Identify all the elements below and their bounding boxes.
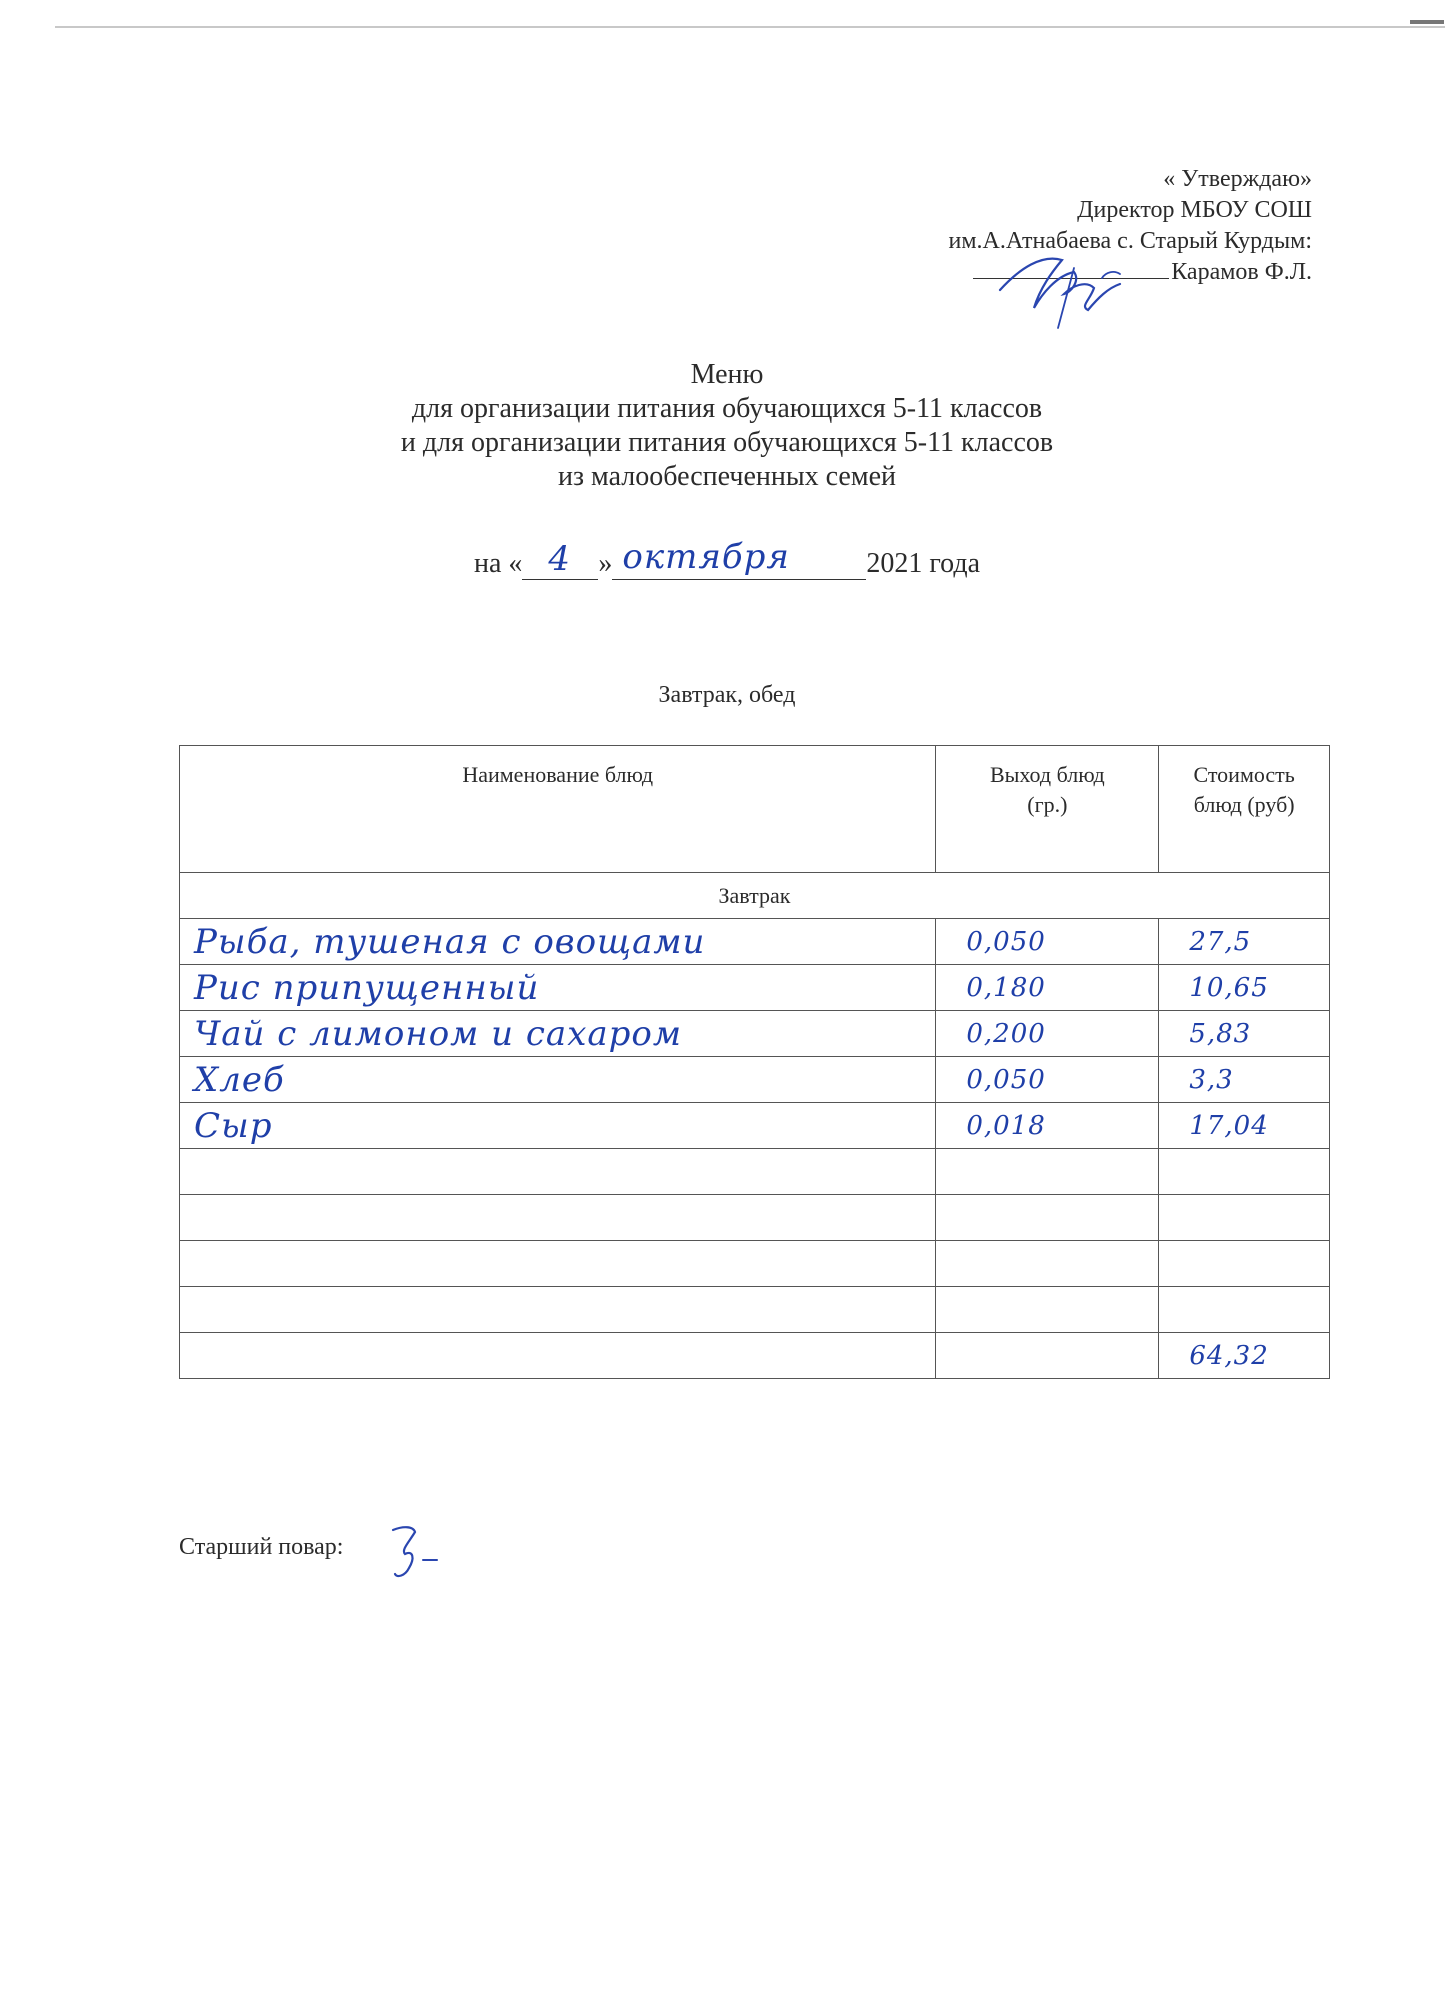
column-header-weight-text: Выход блюд (гр.) xyxy=(989,762,1105,817)
menu-table xyxy=(179,745,1330,1379)
dish-name: Сыр xyxy=(194,1105,273,1146)
dish-name-cell xyxy=(180,919,936,965)
scan-edge-mark xyxy=(1410,20,1444,24)
document-title-block xyxy=(0,358,1454,494)
dish-price-cell xyxy=(1159,965,1330,1011)
dish-price-cell xyxy=(1159,1057,1330,1103)
dish-weight: 0,180 xyxy=(966,972,1046,1003)
date-row xyxy=(0,537,1454,580)
dish-weight-cell xyxy=(936,1011,1159,1057)
dish-name-cell xyxy=(180,965,936,1011)
table-row xyxy=(180,1195,1330,1241)
page-title: Меню xyxy=(690,359,764,390)
dish-weight: 0,050 xyxy=(966,1064,1046,1095)
dish-name: Чай с лимоном и сахаром xyxy=(194,1013,683,1054)
approval-title: « Утверждаю» xyxy=(1163,166,1312,192)
dish-weight-cell xyxy=(936,1103,1159,1149)
month-value: октября xyxy=(622,537,790,577)
dish-price: 10,65 xyxy=(1189,972,1269,1003)
dish-name: Хлеб xyxy=(194,1059,285,1100)
approval-signature-row xyxy=(949,257,1313,288)
table-row xyxy=(180,1287,1330,1333)
senior-cook-row xyxy=(179,1534,343,1561)
table-row xyxy=(180,1103,1330,1149)
dish-weight-cell xyxy=(936,1057,1159,1103)
dish-price-cell xyxy=(1159,919,1330,965)
approval-school: им.А.Атнабаева с. Старый Курдым: xyxy=(948,228,1312,254)
dish-name: Рис припущенный xyxy=(194,967,540,1008)
dish-weight: 0,050 xyxy=(966,926,1046,957)
table-row xyxy=(180,919,1330,965)
dish-price-cell xyxy=(1159,1011,1330,1057)
column-header-weight xyxy=(936,746,1159,873)
section-row xyxy=(180,873,1330,919)
table-row xyxy=(180,1057,1330,1103)
table-row xyxy=(180,1149,1330,1195)
column-header-price xyxy=(1159,746,1330,873)
total-weight-cell xyxy=(936,1333,1159,1379)
dish-weight-cell xyxy=(936,965,1159,1011)
dish-price-cell xyxy=(1159,1103,1330,1149)
table-row xyxy=(180,965,1330,1011)
table-row xyxy=(180,1241,1330,1287)
dish-name-cell xyxy=(180,1287,936,1333)
title-line-1: для организации питания обучающихся 5-11 классов xyxy=(411,393,1043,424)
cook-signature xyxy=(385,1520,445,1582)
title-line-3: из малообеспеченных семей xyxy=(558,461,896,492)
dish-price: 5,83 xyxy=(1189,1018,1252,1049)
dish-price: 27,5 xyxy=(1189,926,1252,957)
dish-weight-cell xyxy=(936,1241,1159,1287)
total-row xyxy=(180,1333,1330,1379)
dish-name: Рыба, тушеная с овощами xyxy=(194,921,706,962)
dish-weight: 0,018 xyxy=(966,1110,1046,1141)
table-row xyxy=(180,1011,1330,1057)
section-label: Завтрак xyxy=(180,873,1330,919)
dish-weight-cell xyxy=(936,1149,1159,1195)
scan-edge-line xyxy=(55,26,1445,28)
dish-price-cell xyxy=(1159,1195,1330,1241)
dish-price-cell xyxy=(1159,1149,1330,1195)
dish-name-cell xyxy=(180,1241,936,1287)
dish-weight: 0,200 xyxy=(966,1018,1046,1049)
date-suffix: 2021 года xyxy=(866,548,981,579)
column-header-name: Наименование блюд xyxy=(180,746,936,873)
meal-label: Завтрак, обед xyxy=(658,682,796,708)
table-header-row xyxy=(180,746,1330,873)
dish-price: 17,04 xyxy=(1189,1110,1269,1141)
dish-price: 3,3 xyxy=(1189,1064,1234,1095)
approval-position: Директор МБОУ СОШ xyxy=(1077,197,1312,223)
total-name-cell xyxy=(180,1333,936,1379)
dish-price-cell xyxy=(1159,1241,1330,1287)
month-field xyxy=(612,537,866,580)
signature-line xyxy=(973,278,1169,279)
total-price-cell xyxy=(1159,1333,1330,1379)
day-value: 4 xyxy=(548,539,572,579)
dish-weight-cell xyxy=(936,1195,1159,1241)
title-line-2: и для организации питания обучающихся 5-11 классов xyxy=(400,427,1054,458)
senior-cook-label: Старший повар: xyxy=(179,1534,344,1560)
total-price: 64,32 xyxy=(1189,1340,1269,1371)
date-prefix: на « xyxy=(473,548,523,579)
dish-name-cell xyxy=(180,1011,936,1057)
dish-name-cell xyxy=(180,1103,936,1149)
date-mid: » xyxy=(598,548,613,579)
approval-block xyxy=(949,164,1313,288)
column-header-price-text: Стоимость блюд (руб) xyxy=(1193,762,1295,817)
dish-price-cell xyxy=(1159,1287,1330,1333)
dish-name-cell xyxy=(180,1195,936,1241)
dish-weight-cell xyxy=(936,1287,1159,1333)
day-field xyxy=(522,539,598,580)
dish-name-cell xyxy=(180,1149,936,1195)
dish-weight-cell xyxy=(936,919,1159,965)
dish-name-cell xyxy=(180,1057,936,1103)
approval-name: Карамов Ф.Л. xyxy=(1171,259,1312,285)
